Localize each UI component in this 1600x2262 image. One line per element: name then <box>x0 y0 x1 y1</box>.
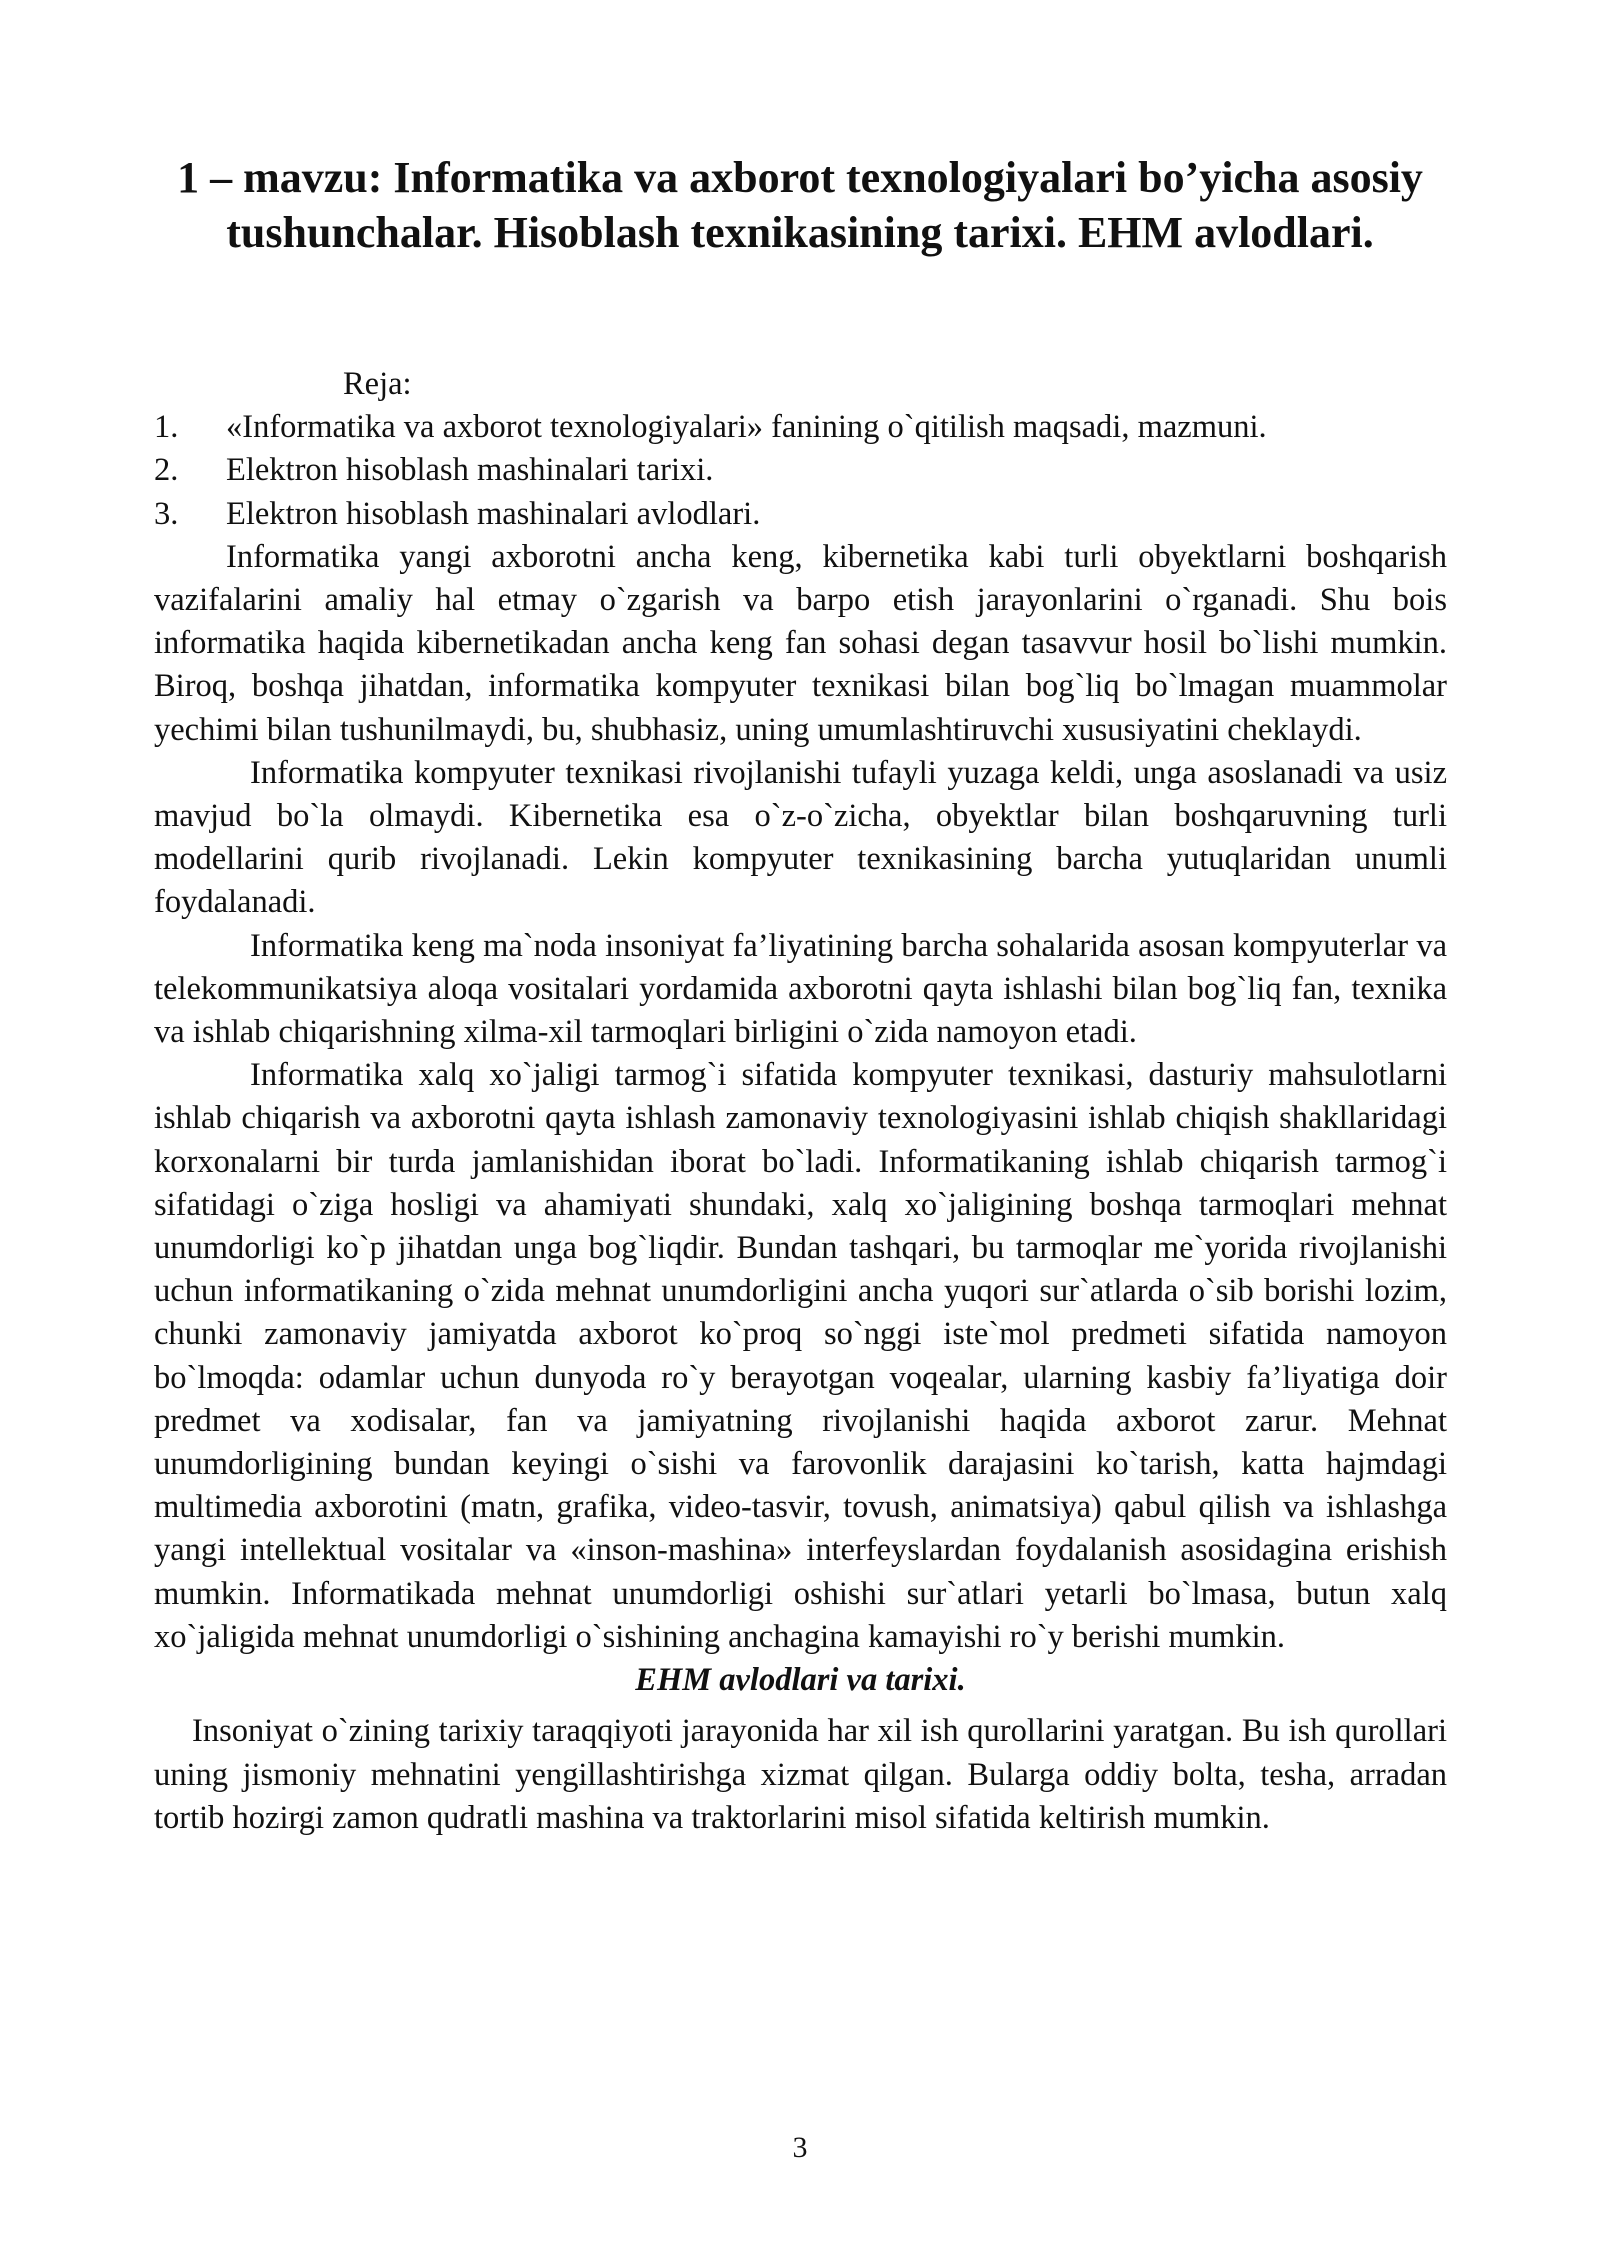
document-body <box>154 363 1447 1840</box>
plan-item <box>154 493 1447 536</box>
plan-item-number: 1. <box>154 409 179 446</box>
page-title: 1 – mavzu: Informatika va axborot texnologiyalari bo’yicha asosiy tushunchalar. Hisoblash texnikasining tarixi. EHM avlodlari. <box>177 153 1423 257</box>
body-paragraph: Informatika kompyuter texnikasi rivojlanishi tufayli yuzaga keldi, unga asoslanadi va usiz mavjud bo`la olmaydi. Kibernetika esa o`z-o`zicha, obyektlar bilan boshqaruvning turli modellarini qurib rivojlanadi. Lekin kompyuter texnikasining barcha yutuqlaridan unumli foydalanadi. <box>154 754 1447 921</box>
plan-item-text: «Informatika va axborot texnologiyalari» fanining o`qitilish maqsadi, mazmuni. <box>226 409 1267 446</box>
section-heading: EHM avlodlari va tarixi. <box>635 1662 966 1699</box>
plan-item <box>154 449 1447 492</box>
body-paragraph: Informatika yangi axborotni ancha keng, kibernetika kabi turli obyektlarni boshqarish vazifalarini amaliy hal etmay o`zgarish va barpo etish jarayonlarini o`rganadi. Shu bois informatika haqida kibernetikadan ancha keng fan sohasi degan tasavvur hosil bo`lishi mumkin. Biroq, boshqa jihatdan, informatika kompyuter texnikasi bilan bog`liq bo`lmagan muammolar yechimi bilan tushunilmaydi, bu, shubhasiz, uning umumlashtiruvchi xususiyatini cheklaydi. <box>154 538 1447 748</box>
plan-item-text: Elektron hisoblash mashinalari tarixi. <box>226 452 714 489</box>
section-paragraph: Insoniyat o`zining tarixiy taraqqiyoti jarayonida har xil ish qurollarini yaratgan. Bu ish qurollari uning jismoniy mehnatini yengillashtirishga xizmat qilgan. Bularga oddiy bolta, tesha, arradan tortib hozirgi zamon qudratli mashina va traktorlarini misol sifatida keltirish mumkin. <box>154 1713 1447 1836</box>
body-paragraph: Informatika xalq xo`jaligi tarmog`i sifatida kompyuter texnikasi, dasturiy mahsulotlarni ishlab chiqarish va axborotni qayta ishlash zamonaviy texnologiyasini ishlab chiqish shakllaridagi korxonalarni bir turda jamlanishidan iborat bo`ladi. Informatikaning ishlab chiqarish tarmog`i sifatidagi o`ziga hosligi va ahamiyati shundaki, xalq xo`jaligining boshqa tarmoqlari mehnat unumdorligi ko`p jihatdan unga bog`liqdir. Bundan tashqari, bu tarmoqlar me`yorida rivojlanishi uchun informatikaning o`zida mehnat unumdorligini ancha yuqori sur`atlarda o`sib borishi lozim, chunki zamonaviy jamiyatda axborot ko`proq so`nggi iste`mol predmeti sifatida namoyon bo`lmoqda: odamlar uchun dunyoda ro`y berayotgan voqealar, ularning kasbiy fa’liyatiga doir predmet va xodisalar, fan va jamiyatning rivojlanishi haqida axborot zarur. Mehnat unumdorligining bundan keyingi o`sishi va farovonlik darajasini ko`tarish, katta hajmdagi multimedia axborotini (matn, grafika, video-tasvir, tovush, animatsiya) qabul qilish va ishlashga yangi intellektual vositalar va «inson-mashina» interfeyslardan foydalanish asosidagina erishish mumkin. Informatikada mehnat unumdorligi oshishi sur`atlari yetarli bo`lmasa, butun xalq xo`jaligida mehnat unumdorligi o`sishining anchagina kamayishi ro`y berishi mumkin. <box>154 1057 1447 1655</box>
plan-item-text: Elektron hisoblash mashinalari avlodlari. <box>226 495 761 532</box>
page-number: 3 <box>792 2131 808 2164</box>
plan-item <box>154 406 1447 449</box>
body-paragraph: Informatika keng ma`noda insoniyat fa’liyatining barcha sohalarida asosan kompyuterlar va telekommunikatsiya aloqa vositalari yordamida axborotni qayta ishlashi bilan bog`liq fan, texnika va ishlab chiqarishning xilma-xil tarmoqlari birligini o`zida namoyon etadi. <box>154 927 1447 1051</box>
plan-list <box>154 406 1447 536</box>
plan-heading: Reja: <box>343 366 412 402</box>
plan-item-number: 3. <box>154 495 179 532</box>
plan-item-number: 2. <box>154 452 179 489</box>
